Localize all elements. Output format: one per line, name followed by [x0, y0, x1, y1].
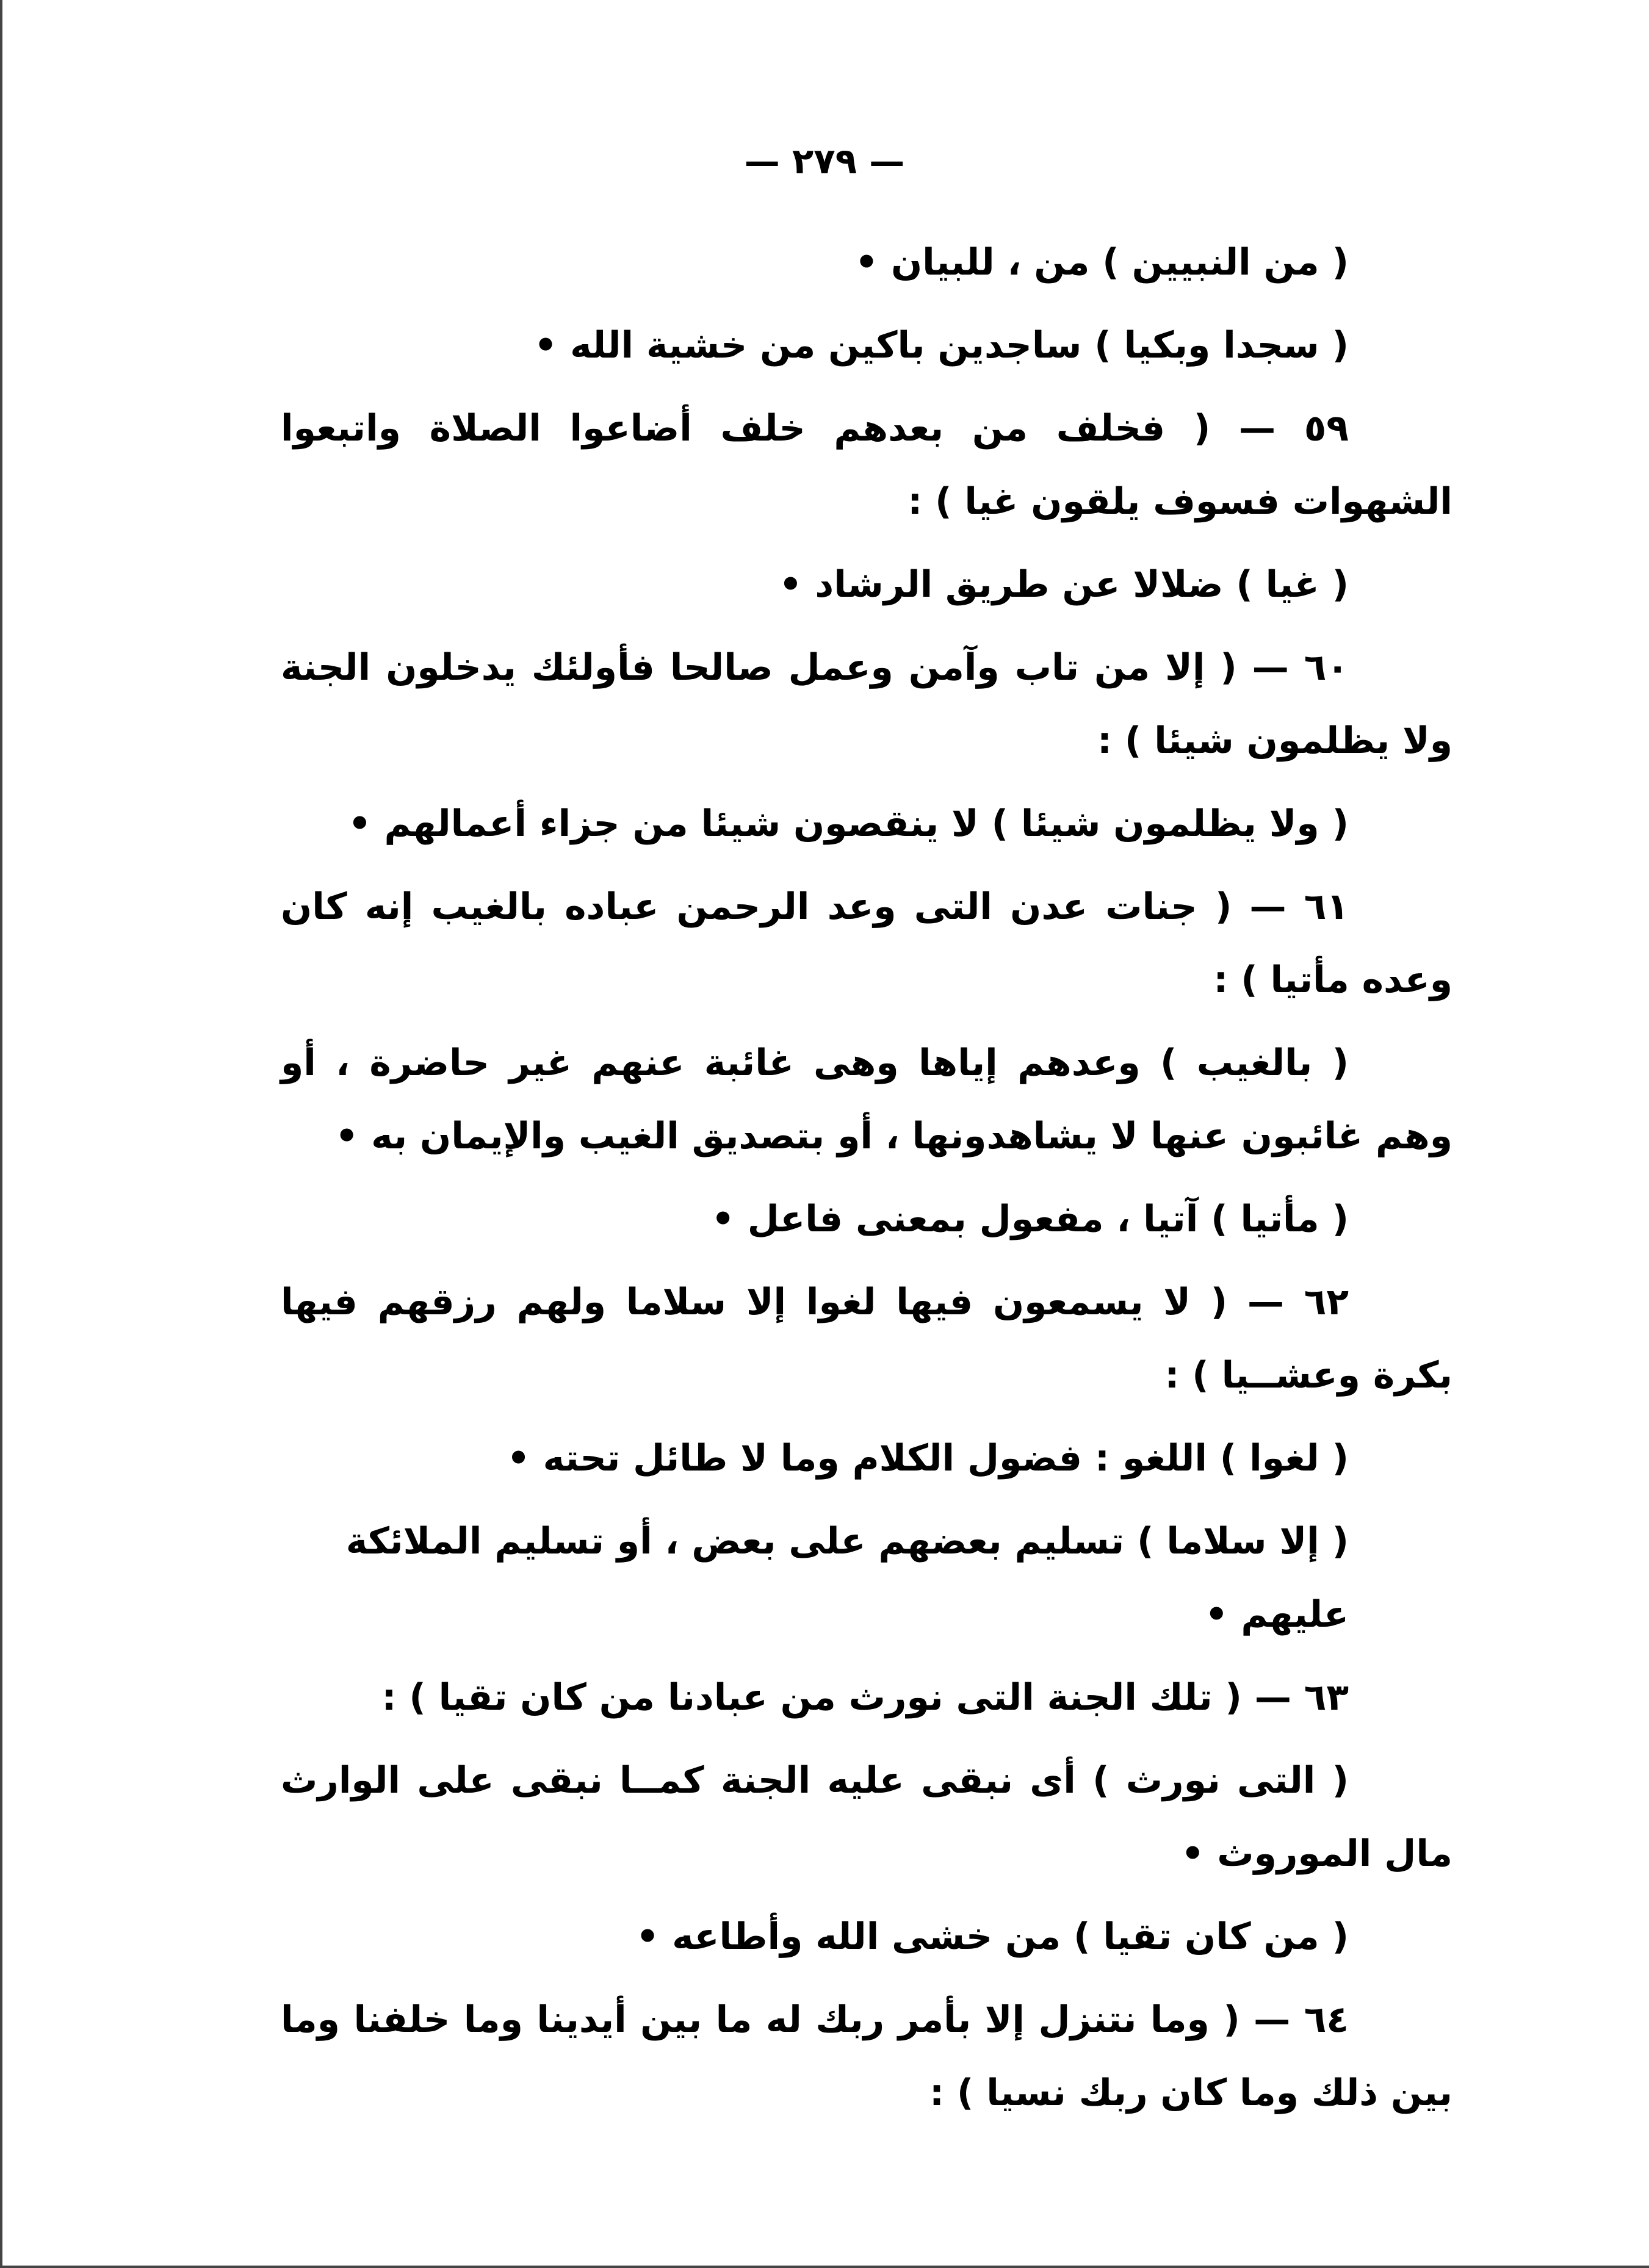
gloss-line: ( من النبيين ) من ، للبيان • [854, 241, 1349, 284]
gloss-line: ( من كان تقيا ) من خشى الله وأطاعه • [635, 1915, 1349, 1958]
gloss-line: ( إلا سلاما ) تسليم بعضهم على بعض ، أو تسليم الملائكة عليهم • [345, 1520, 1349, 1636]
gloss-line: ( مأتيا ) آتيا ، مفعول بمعنى فاعل • [711, 1198, 1349, 1240]
verse-paragraph: ٦٤ — ( وما نتنزل إلا بأمر ربك له ما بين أيدينا وما خلفنا وما بين ذلك وما كان ربك نسيا ) : [281, 1998, 1452, 2114]
gloss-line: ( لغوا ) اللغو : فضول الكلام وما لا طائل تحته • [507, 1437, 1349, 1480]
page-number: — ٢٧٩ — [744, 140, 905, 182]
gloss-line: ( سجدا وبكيا ) ساجدين باكين من خشية الله • [533, 324, 1349, 367]
gloss-paragraph: ( التى نورث ) أى نبقى عليه الجنة كمــا نبقى على الوارث مال الموروث • [281, 1759, 1452, 1875]
gloss-paragraph: ( بالغيب ) وعدهم إياها وهى غائبة عنهم غير حاضرة ، أو وهم غائبون عنها لا يشاهدونها ، أو بتصديق الغيب والإيمان به • [281, 1042, 1452, 1157]
verse-paragraph: ٦٠ — ( إلا من تاب وآمن وعمل صالحا فأولئك يدخلون الجنة ولا يظلمون شيئا ) : [281, 646, 1452, 762]
verse-line: ٦٣ — ( تلك الجنة التى نورث من عبادنا من كان تقيا ) : [381, 1676, 1349, 1719]
gloss-line: ( غيا ) ضلالا عن طريق الرشاد • [779, 563, 1349, 606]
gloss-line: ( ولا يظلمون شيئا ) لا ينقصون شيئا من جزاء أعمالهم • [348, 802, 1349, 845]
verse-paragraph: ٦١ — ( جنات عدن التى وعد الرحمن عباده بالغيب إنه كان وعده مأتيا ) : [281, 885, 1452, 1001]
verse-paragraph: ٥٩ — ( فخلف من بعدهم خلف أضاعوا الصلاة واتبعوا الشهوات فسوف يلقون غيا ) : [281, 407, 1452, 523]
verse-paragraph: ٦٢ — ( لا يسمعون فيها لغوا إلا سلاما ولهم رزقهم فيها بكرة وعشــيا ) : [281, 1281, 1452, 1397]
text-body [281, 226, 1452, 2139]
